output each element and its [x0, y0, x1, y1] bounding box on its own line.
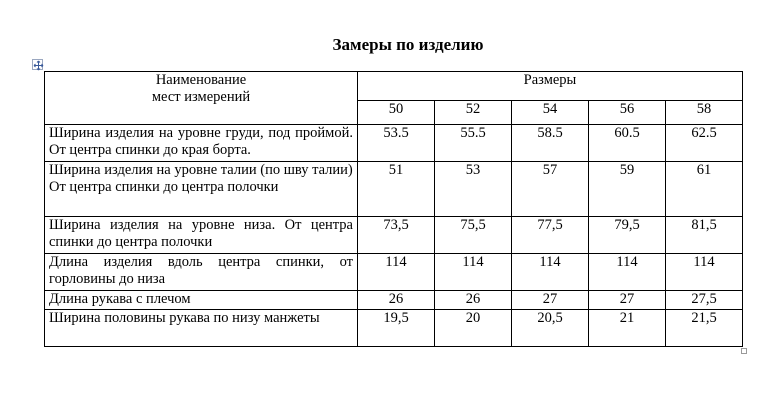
measurement-value: 114 — [358, 254, 435, 291]
size-header: 56 — [589, 101, 666, 125]
header-measurement-name — [45, 72, 358, 125]
measurement-value: 114 — [666, 254, 743, 291]
size-header: 50 — [358, 101, 435, 125]
measurement-value: 79,5 — [589, 217, 666, 254]
measurement-value: 51 — [358, 162, 435, 217]
measurement-value: 59 — [589, 162, 666, 217]
measurement-value: 75,5 — [435, 217, 512, 254]
measurement-value: 20 — [435, 310, 512, 347]
table-row — [45, 310, 743, 347]
measurement-value: 19,5 — [358, 310, 435, 347]
measurement-value: 20,5 — [512, 310, 589, 347]
measurement-value: 53.5 — [358, 125, 435, 162]
table-row — [45, 254, 743, 291]
measurement-label: Длина рукава с плечом — [45, 291, 358, 310]
table-row — [45, 217, 743, 254]
size-header: 52 — [435, 101, 512, 125]
table-row — [45, 162, 743, 217]
table-move-handle-icon[interactable] — [32, 59, 43, 70]
table-resize-handle[interactable] — [741, 348, 747, 354]
measurement-label: Ширина половины рукава по низу манжеты — [45, 310, 358, 347]
document-title: Замеры по изделию — [332, 35, 484, 54]
measurement-value: 61 — [666, 162, 743, 217]
measurement-value: 114 — [512, 254, 589, 291]
table-row — [45, 125, 743, 162]
measurement-value: 60.5 — [589, 125, 666, 162]
measurement-value: 77,5 — [512, 217, 589, 254]
measurement-value: 27 — [512, 291, 589, 310]
measurement-value: 26 — [435, 291, 512, 310]
measurement-label: Длина изделия вдоль центра спинки, от горловины до низа — [45, 254, 358, 291]
size-header: 54 — [512, 101, 589, 125]
measurement-value: 27 — [589, 291, 666, 310]
measurement-label: Ширина изделия на уровне груди, под проймой. От центра спинки до края борта. — [45, 125, 358, 162]
measurement-value: 21 — [589, 310, 666, 347]
measurement-value: 27,5 — [666, 291, 743, 310]
measurement-value: 73,5 — [358, 217, 435, 254]
header-sizes: Размеры — [358, 72, 743, 101]
measurements-table — [44, 71, 743, 347]
measurement-label: Ширина изделия на уровне низа. От центра спинки до центра полочки — [45, 217, 358, 254]
measurement-label: Ширина изделия на уровне талии (по шву талии) От центра спинки до центра полочки — [45, 162, 358, 217]
size-header: 58 — [666, 101, 743, 125]
measurement-value: 57 — [512, 162, 589, 217]
table-row — [45, 291, 743, 310]
measurement-value: 26 — [358, 291, 435, 310]
measurement-value: 55.5 — [435, 125, 512, 162]
measurement-value: 81,5 — [666, 217, 743, 254]
measurement-value: 62.5 — [666, 125, 743, 162]
measurement-value: 114 — [435, 254, 512, 291]
measurement-value: 58.5 — [512, 125, 589, 162]
header-measurement-name-text: Наименование мест измерений — [151, 72, 251, 105]
measurement-value: 114 — [589, 254, 666, 291]
measurement-value: 53 — [435, 162, 512, 217]
measurement-value: 21,5 — [666, 310, 743, 347]
